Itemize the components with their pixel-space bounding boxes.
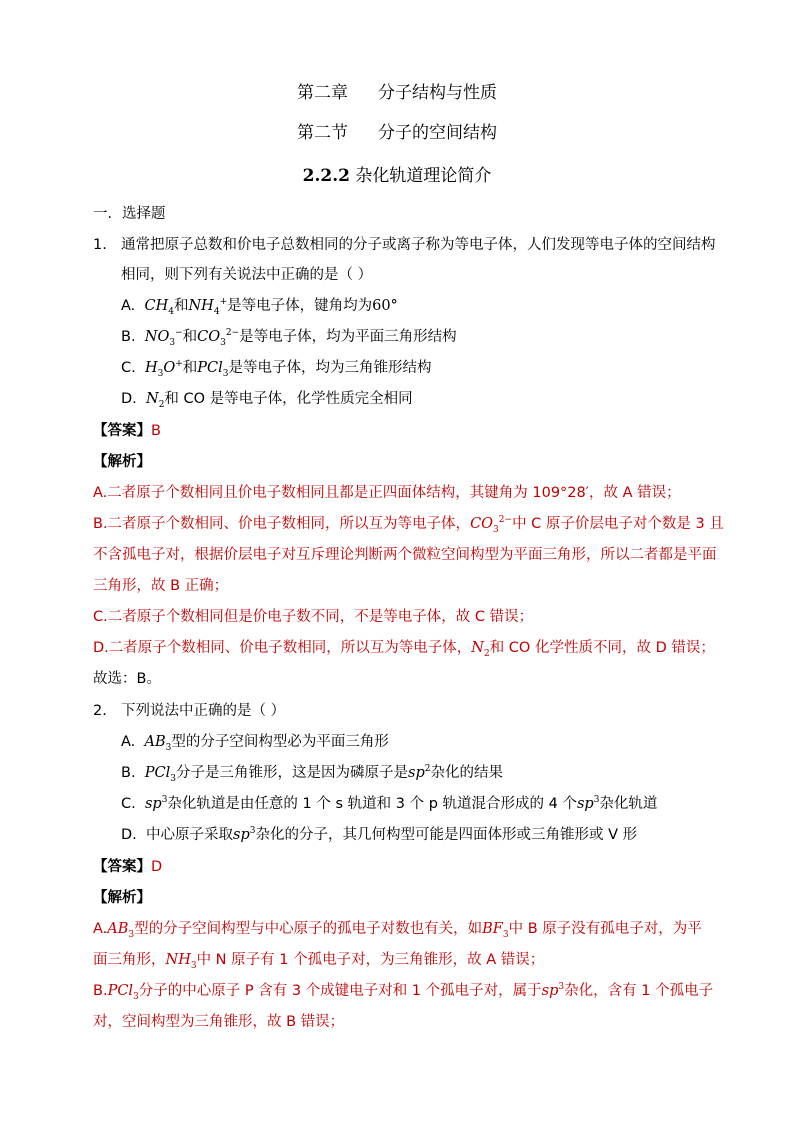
analysis-label: 【解析】 <box>93 890 151 906</box>
formula: sp <box>541 983 559 999</box>
subscript: 3 <box>165 742 172 753</box>
q2-option-c[interactable] <box>121 794 657 814</box>
chapter-title-line <box>0 81 794 105</box>
q1-explanation-a: A.二者原子个数相同且价电子数相同且都是正四面体结构，其键角为 109°28′，故 A 错误； <box>93 485 681 501</box>
analysis-label: 【解析】 <box>93 454 151 470</box>
q1-option-b[interactable] <box>121 327 457 347</box>
q2-number: 2. <box>93 703 107 719</box>
formula: sp <box>233 827 250 843</box>
subscript: 3 <box>169 337 176 348</box>
option-text: 杂化轨道 <box>599 796 658 812</box>
section-number: 第二节 <box>297 123 348 143</box>
answer-value: D <box>151 859 163 875</box>
formula: N <box>471 640 484 656</box>
explanation-text: 中 B 原子没有孤电子对，为平 <box>508 921 702 937</box>
q1-explanation-b-line3: 三角形，故 B 正确； <box>93 578 229 594</box>
subscript: 3 <box>222 368 229 379</box>
explanation-text: 和 CO 化学性质不同，故 D 错误； <box>489 640 715 656</box>
explanation-text: 中 C 原子价层电子对个数是 3 且 <box>512 516 724 532</box>
lesson-title: 杂化轨道理论简介 <box>355 166 492 186</box>
option-label: B. <box>121 765 136 781</box>
option-text: 和 <box>173 298 189 314</box>
part-heading: 一．选择题 <box>93 206 166 222</box>
q1-explanation-c: C.二者原子个数相同但是价电子数不同，不是等电子体，故 C 错误； <box>93 609 534 625</box>
option-text: 是等电子体，键角均为 <box>227 298 373 314</box>
answer-label: 【答案】 <box>93 859 151 875</box>
answer-label: 【答案】 <box>93 423 151 439</box>
superscript: 3 <box>161 795 168 806</box>
q1-stem-line1: 通常把原子总数和价电子总数相同的分子或离子称为等电子体，人们发现等电子体的空间结构 <box>121 237 716 253</box>
subscript: 2 <box>158 399 165 410</box>
option-text: 和 <box>182 360 198 376</box>
formula: sp <box>144 796 162 812</box>
explanation-text: 杂化，含有 1 个孤电子 <box>564 983 714 999</box>
option-text: 和 <box>182 329 198 345</box>
q2-explanation-b-line2: 对，空间构型为三角锥形，故 B 错误； <box>93 1014 345 1030</box>
formula: PCl <box>197 360 223 376</box>
option-label: B. <box>121 329 136 345</box>
q2-option-b[interactable] <box>121 763 503 783</box>
answer-value: B <box>151 423 161 439</box>
option-label: D. <box>121 391 137 407</box>
superscript: 3 <box>249 826 256 837</box>
subscript: 3 <box>170 773 177 784</box>
superscript: 3 <box>593 795 600 806</box>
section-title: 分子的空间结构 <box>378 123 497 143</box>
formula: sp <box>576 796 594 812</box>
formula: PCl <box>107 983 134 999</box>
q1-option-c[interactable] <box>121 358 432 378</box>
explanation-text: A. <box>93 921 108 937</box>
superscript: + <box>175 359 183 370</box>
option-text: 60° <box>372 298 398 314</box>
option-label: D. <box>121 827 137 843</box>
formula: AB <box>144 734 166 750</box>
q2-option-d[interactable] <box>121 825 637 845</box>
q2-analysis-label <box>93 888 151 908</box>
subscript: 4 <box>168 306 174 317</box>
explanation-text: B. <box>93 983 108 999</box>
option-label: A. <box>121 734 136 750</box>
lesson-title-line <box>0 164 794 188</box>
option-label: C. <box>121 796 136 812</box>
option-text: 中心原子采取 <box>146 827 233 843</box>
explanation-text: 分子的中心原子 P 含有 3 个成键电子对和 1 个孤电子对，属于 <box>138 983 542 999</box>
subscript: 3 <box>493 524 499 535</box>
q1-option-d[interactable] <box>121 389 413 409</box>
formula: sp <box>408 765 425 781</box>
option-text: 和 CO 是等电子体，化学性质完全相同 <box>164 391 413 407</box>
option-text: 型的分子空间构型必为平面三角形 <box>171 734 389 750</box>
lesson-number: 2.2.2 <box>302 166 350 186</box>
q2-answer <box>93 857 162 877</box>
option-text: 分子是三角锥形，这是因为磷原子是 <box>176 765 409 781</box>
formula: CO <box>470 516 494 532</box>
q2-explanation-a-line2 <box>93 950 544 970</box>
formula: O <box>163 360 176 376</box>
q2-explanation-a-line1 <box>93 919 702 939</box>
explanation-text: 中 N 原子有 1 个孤电子对，为三角锥形，故 A 错误； <box>196 952 545 968</box>
formula: NO <box>144 329 170 345</box>
formula: CO <box>197 329 221 345</box>
explanation-text: 面三角形， <box>93 952 166 968</box>
superscript: 2− <box>225 328 240 339</box>
q1-explanation-b-line2: 不含孤电子对，根据价层电子对互斥理论判断两个微粒空间构型为平面三角形，所以二者都是平面 <box>93 547 717 563</box>
q1-conclusion: 故选：B。 <box>93 671 161 687</box>
q1-stem-line2: 相同，则下列有关说法中正确的是（ ） <box>121 267 373 283</box>
chapter-number: 第二章 <box>297 83 348 103</box>
superscript: 2 <box>424 764 431 775</box>
subscript: 3 <box>157 368 164 379</box>
option-label: A. <box>121 298 136 314</box>
subscript: 3 <box>128 929 135 940</box>
option-label: C. <box>121 360 136 376</box>
option-text: 杂化轨道是由任意的 1 个 s 轨道和 3 个 p 轨道混合形成的 4 个 <box>167 796 577 812</box>
formula: BF <box>482 921 503 937</box>
explanation-text: B.二者原子个数相同、价电子数相同，所以互为等电子体， <box>93 516 471 532</box>
superscript: 3 <box>558 982 565 993</box>
formula: AB <box>107 921 129 937</box>
option-text: 是等电子体，均为三角锥形结构 <box>228 360 432 376</box>
subscript: 3 <box>502 929 509 940</box>
q2-option-a[interactable] <box>121 732 389 752</box>
subscript: 4 <box>213 306 220 317</box>
option-text: 是等电子体，均为平面三角形结构 <box>239 329 457 345</box>
q2-explanation-b-line1 <box>93 981 713 1001</box>
q1-analysis-label <box>93 452 151 472</box>
subscript: 2 <box>483 648 490 659</box>
chapter-title: 分子结构与性质 <box>378 83 497 103</box>
q1-explanation-d <box>93 638 715 658</box>
formula: H <box>144 360 158 376</box>
superscript: − <box>175 328 183 339</box>
formula: NH <box>188 298 214 314</box>
subscript: 3 <box>190 960 197 971</box>
q1-answer <box>93 421 161 441</box>
explanation-text: 型的分子空间构型与中心原子的孤电子对数也有关，如 <box>134 921 483 937</box>
q2-stem: 下列说法中正确的是（ ） <box>121 703 286 719</box>
option-text: 杂化的分子，其几何构型可能是四面体形或三角锥形或 V 形 <box>255 827 638 843</box>
q1-number: 1. <box>93 237 107 253</box>
formula: N <box>146 391 159 407</box>
formula: NH <box>165 952 191 968</box>
section-title-line <box>0 121 794 145</box>
q1-option-a[interactable] <box>121 296 398 316</box>
subscript: 3 <box>133 991 139 1002</box>
option-text: 杂化的结果 <box>430 765 503 781</box>
q1-explanation-b-line1 <box>93 514 724 534</box>
superscript: + <box>219 297 228 308</box>
subscript: 3 <box>220 337 226 348</box>
formula: PCl <box>144 765 171 781</box>
explanation-text: D.二者原子个数相同、价电子数相同，所以互为等电子体， <box>93 640 472 656</box>
superscript: 2− <box>498 515 513 526</box>
formula: CH <box>144 298 169 314</box>
